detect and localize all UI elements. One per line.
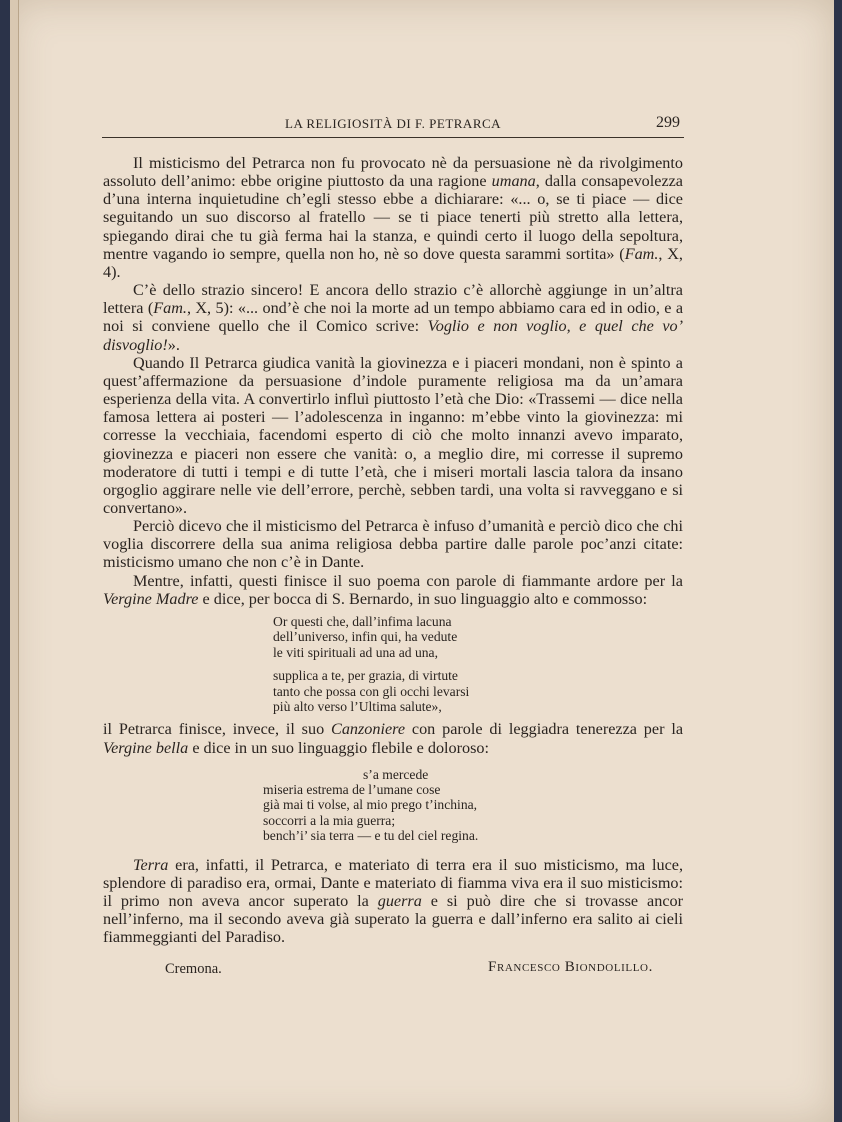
signature-line bbox=[103, 960, 683, 982]
paragraph-3: Quando Il Petrarca giudica vanità la giovinezza e i piaceri mondani, non è spinto a quest’affermazione da persuasione d’indole puramente religiosa ma da un’amara esperienza della vita. A convertirlo influì piuttosto l’età che Dio: «Trassemi — dice nella famosa lettera ai posteri — l’adolescenza in inganno: m’ebbe vinto la giovinezza: mi corresse la vecchiaia, facendomi esperto di ciò che molto innanzi avevo imparato, giovinezza e piaceri non essere che vanità: o, a meglio dire, mi corresse il supremo moderatore di tutti i tempi e di tutte l’età, che i miseri mortali lascia talora da insano orgoglio aggirare nelle vie dell’errore, perchè, sebben tardi, una volta si ravveggano e si convertano». bbox=[103, 353, 683, 517]
verse-line: tanto che possa con gli occhi levarsi bbox=[273, 683, 470, 699]
paragraph-7: Terra era, infatti, il Petrarca, e materiato di terra era il suo misticismo, ma luce, splendore di paradiso era, ormai, Dante e materiato di fiamma viva era il suo misticismo: il primo non aveva ancor superato la guerra e si può dire che si trovasse ancor nell’inferno, ma il secondo aveva già superato la guerra e dall’inferno era salito ai cieli fiammeggianti del Paradiso. bbox=[103, 855, 684, 947]
page-binding-edge bbox=[10, 0, 19, 1122]
verse-line: soccorri a la mia guerra; bbox=[263, 812, 396, 828]
paragraph-4: Perciò dicevo che il misticismo del Petrarca è infuso d’umanità e perciò dico che chi voglia discorrere della sua anima religiosa debba partire dalle parole poc’anzi citate: misticismo umano che non c’è in Dante. bbox=[103, 517, 683, 572]
signature-author: Francesco Biondolillo. bbox=[488, 959, 653, 976]
verse-line: supplica a te, per grazia, di virtute bbox=[273, 668, 458, 684]
verse-stanza bbox=[273, 614, 683, 660]
paragraph-5: Mentre, infatti, questi finisce il suo poema con parole di fiammante ardore per la Vergine Madre e dice, per bocca di S. Bernardo, in suo linguaggio alto e commosso: bbox=[103, 571, 683, 608]
page-number: 299 bbox=[656, 114, 680, 131]
petrarca-quotation bbox=[263, 767, 683, 844]
verse-line: dell’universo, infin qui, ha vedute bbox=[273, 629, 458, 645]
verse-line: bench’i’ sia terra — e tu del ciel regina. bbox=[263, 828, 479, 844]
paragraph-2: C’è dello strazio sincero! E ancora dello strazio c’è allorchè aggiunge in un’altra lettera (Fam., X, 5): «... ond’è che noi la morte ad un tempo abbiamo cara ed in odio, e a noi si conviene quello che il Comico scrive: Voglio e non voglio, e quel che vo’ disvoglio!». bbox=[103, 281, 684, 354]
book-page bbox=[10, 0, 834, 1122]
verse-line: miseria estrema de l’umane cose bbox=[263, 782, 441, 798]
dante-quotation bbox=[273, 614, 683, 714]
signature-place: Cremona. bbox=[165, 961, 222, 978]
verse-line: più alto verso l’Ultima salute», bbox=[273, 698, 442, 714]
verse-line: già mai ti volse, al mio prego t’inchina, bbox=[263, 797, 478, 813]
header-rule bbox=[102, 137, 684, 138]
verse-line: le viti spirituali ad una ad una, bbox=[273, 644, 438, 660]
article-body bbox=[103, 154, 683, 982]
verse-stanza bbox=[273, 668, 683, 714]
verse-line: s’a mercede bbox=[363, 766, 429, 782]
paragraph-1: Il misticismo del Petrarca non fu provocato nè da persuasione nè da rivolgimento assoluto dell’animo: ebbe origine piuttosto da una ragione umana, dalla consapevolezza d’una interna inquietudine ch’egli stesso ebbe a dichiarare: «... o, se ti piace — dice seguitando un suo discorso al fratello — se ti piace tenerti più stretto alla lettera, spiegando dirai che tu già ferma hai la stanza, e quindi certo il luogo della sepoltura, mentre vagando io sempre, quella non ho, nè so dove questa sarammi sortita» (Fam., X, 4). bbox=[103, 154, 683, 281]
verse-line: Or questi che, dall’infima lacuna bbox=[273, 613, 452, 629]
paragraph-6: il Petrarca finisce, invece, il suo Canzoniere con parole di leggiadra tenerezza per la Vergine bella e dice in un suo linguaggio flebile e doloroso: bbox=[103, 720, 683, 757]
running-title: LA RELIGIOSITÀ DI F. PETRARCA bbox=[285, 116, 502, 131]
